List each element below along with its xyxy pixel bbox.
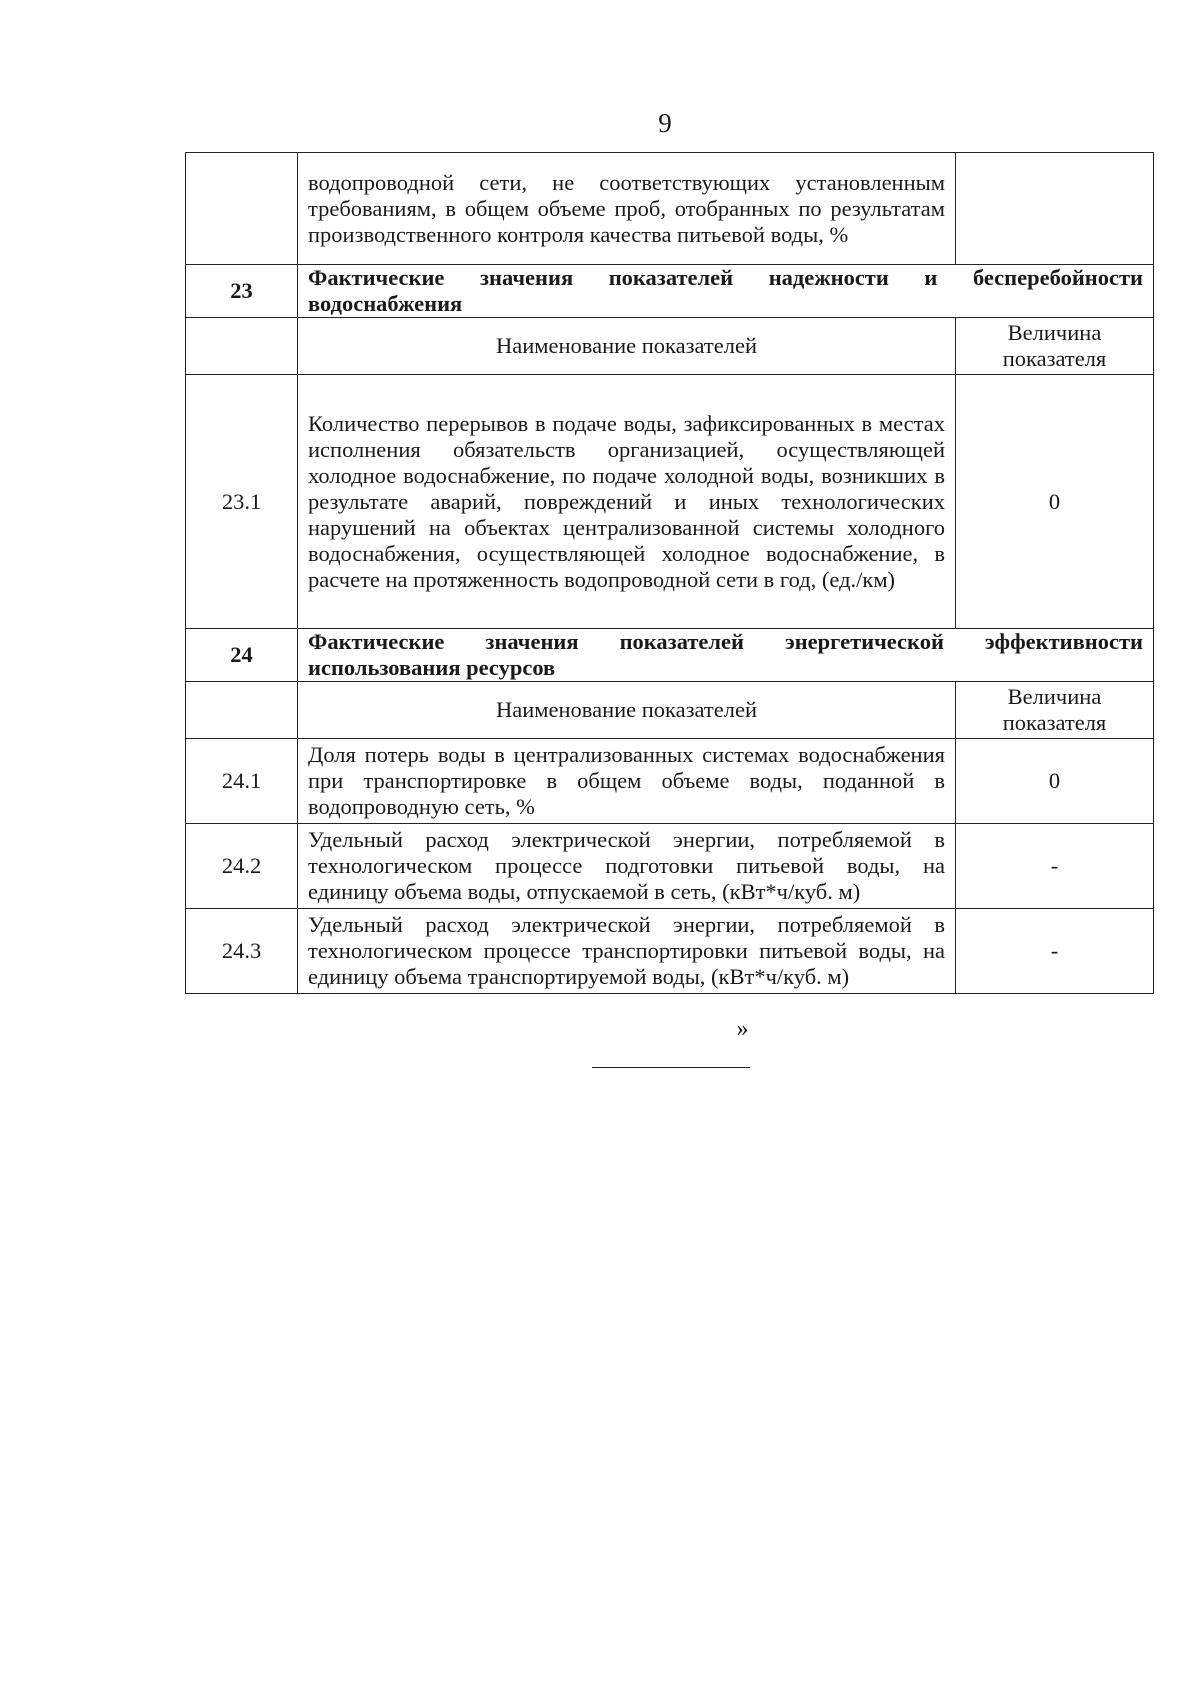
indicator-name-cell: Удельный расход электрической энергии, потребляемой в технологическом процессе транспортировки питьевой воды, на единицу объема транспортируемой воды, (кВт*ч/куб. м) <box>298 909 956 994</box>
header-row-24 <box>186 682 1154 739</box>
table-row-23-1 <box>186 375 1154 629</box>
row-number-cell <box>186 153 298 265</box>
table-row-24-3 <box>186 909 1154 994</box>
row-number-cell: 24.2 <box>186 824 298 909</box>
header-name-cell: Наименование показателей <box>298 318 956 375</box>
header-empty-cell <box>186 682 298 739</box>
indicator-name-cell: Доля потерь воды в централизованных системах водоснабжения при транспортировке в общем объеме воды, поданной в водопроводную сеть, % <box>298 739 956 824</box>
section-number: 24 <box>186 629 298 682</box>
indicator-value-cell: 0 <box>956 739 1154 824</box>
indicator-name-cell: Удельный расход электрической энергии, потребляемой в технологическом процессе подготовки питьевой воды, на единицу объема воды, отпускаемой в сеть, (кВт*ч/куб. м) <box>298 824 956 909</box>
indicator-value-cell: - <box>956 824 1154 909</box>
header-value-line2: показателя <box>1002 710 1107 735</box>
header-value-cell <box>956 318 1154 375</box>
end-divider-line <box>592 1067 750 1068</box>
header-name-cell: Наименование показателей <box>298 682 956 739</box>
table-row-24-2 <box>186 824 1154 909</box>
section-title: Фактические значения показателей энергетической эффективности использования ресурсов <box>298 629 1154 682</box>
header-empty-cell <box>186 318 298 375</box>
section-row-24 <box>186 629 1154 682</box>
indicator-name-cell: Количество перерывов в подаче воды, зафиксированных в местах исполнения обязательств организацией, осуществляющей холодное водоснабжение, по подаче холодной воды, возникших в результате аварий, повреждений и иных технологических нарушений на объектах централизованной системы холодного водоснабжения, осуществляющей холодное водоснабжение, в расчете на протяженность водопроводной сети в год, (ед./км) <box>298 375 956 629</box>
table-row-24-1 <box>186 739 1154 824</box>
row-number-cell: 24.3 <box>186 909 298 994</box>
section-title: Фактические значения показателей надежности и бесперебойности водоснабжения <box>298 265 1154 318</box>
indicator-value-cell: 0 <box>956 375 1154 629</box>
header-row-23 <box>186 318 1154 375</box>
header-value-cell <box>956 682 1154 739</box>
header-value-line1: Величина <box>1007 320 1102 345</box>
row-number-cell: 23.1 <box>186 375 298 629</box>
header-value-line2: показателя <box>1002 346 1107 371</box>
section-row-23 <box>186 265 1154 318</box>
indicators-table <box>185 152 1154 994</box>
page-number: 9 <box>658 108 672 138</box>
indicator-name-cell: водопроводной сети, не соответствующих установленным требованиям, в общем объеме проб, отобранных по результатам производственного контроля качества питьевой воды, % <box>298 153 956 265</box>
indicator-value-cell: - <box>956 909 1154 994</box>
closing-quote-mark: » <box>736 1016 749 1042</box>
table-row-continuation <box>186 153 1154 265</box>
row-number-cell: 24.1 <box>186 739 298 824</box>
indicator-value-cell <box>956 153 1154 265</box>
section-number: 23 <box>186 265 298 318</box>
header-value-line1: Величина <box>1007 684 1102 709</box>
